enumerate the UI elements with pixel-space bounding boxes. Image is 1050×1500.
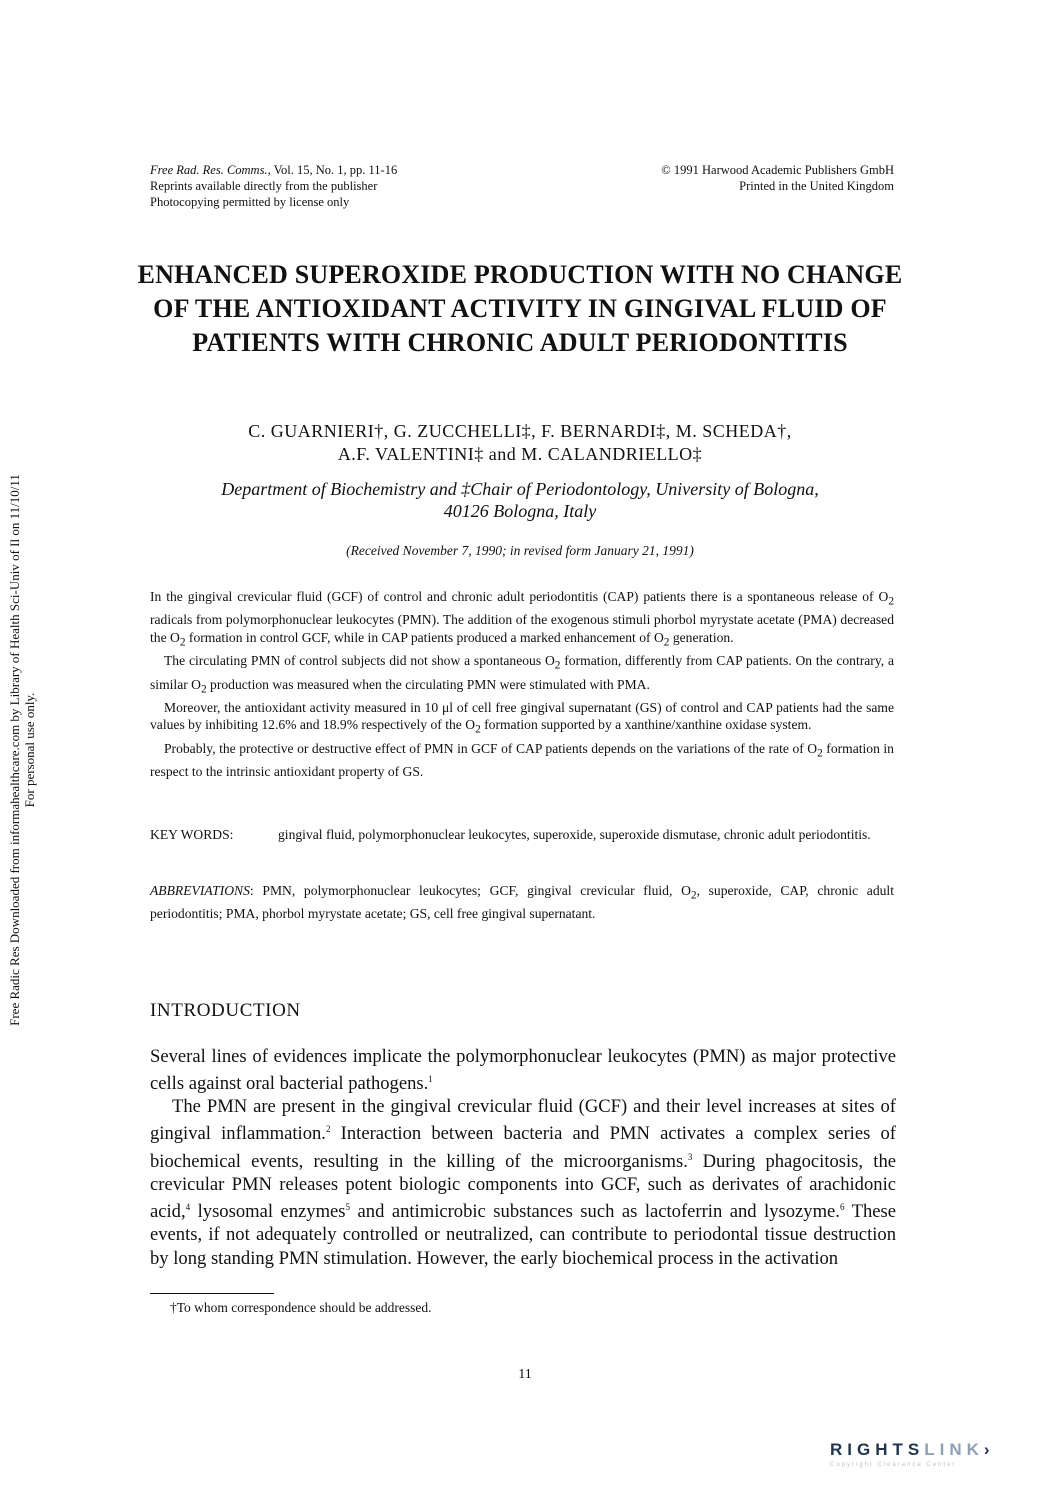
citation-line: Free Rad. Res. Comms., Vol. 15, No. 1, pp. 11-16 [150, 163, 398, 177]
page-number: 11 [518, 1367, 532, 1382]
keywords-label: KEY WORDS: [150, 827, 234, 842]
rightslink-logo[interactable] [830, 1440, 1030, 1480]
affiliation [120, 478, 920, 522]
article-title: ENHANCED SUPEROXIDE PRODUCTION WITH NO CHANGE OF THE ANTIOXIDANT ACTIVITY IN GINGIVAL FLUID OF PATIENTS WITH CHRONIC ADULT PERIODONTITIS [137, 260, 903, 357]
logo-text-dark: RIGHTS [830, 1440, 925, 1459]
copyright-line: © 1991 Harwood Academic Publishers GmbH [661, 163, 894, 177]
abbreviations: ABBREVIATIONS: PMN, polymorphonuclear leukocytes; GCF, gingival crevicular fluid, $O_2$, superoxide, CAP, chronic adult periodontitis; PMA, phorbol myrystate acetate; GS, cell free gingival supernatant. [150, 883, 894, 922]
superoxide-formula: $O_2$ [465, 717, 481, 737]
abstract-paragraph-4: Probably, the protective or destructive effect of PMN in GCF of CAP patients depends on the variations of the rate of $O_2$ formation in respect to the intrinsic antioxidant property of GS. [150, 740, 894, 780]
superoxide-formula: $O_2$ [170, 629, 186, 649]
reference-3: 3 [687, 1151, 693, 1162]
printed-line: Printed in the United Kingdom [739, 179, 894, 193]
reference-2: 2 [325, 1124, 331, 1135]
affiliation-line-1: Department of Biochemistry and ‡Chair of Periodontology, University of Bologna, [221, 479, 819, 499]
superoxide-formula: $O_2$ [807, 740, 823, 760]
superoxide-formula: $O_2$ [681, 883, 697, 902]
keywords-text: gingival fluid, polymorphonuclear leukocytes, superoxide, superoxide dismutase, chronic adult periodontitis. [278, 827, 871, 842]
affiliation-line-2: 40126 Bologna, Italy [443, 501, 597, 521]
introduction-body [150, 1045, 896, 1270]
abstract [150, 588, 894, 781]
logo-arrow-icon: › [983, 1440, 995, 1459]
reprints-line: Reprints available directly from the publisher [150, 179, 378, 193]
reference-4: 4 [185, 1202, 191, 1213]
watermark-line-2: For personal use only. [22, 692, 37, 808]
abbreviations-label: ABBREVIATIONS [150, 883, 250, 898]
superoxide-formula: $O_2$ [544, 653, 561, 672]
authors-line-1: C. GUARNIERI†, G. ZUCCHELLI‡, F. BERNARDI‡, M. SCHEDA†, [248, 421, 792, 441]
copyright-block [520, 162, 894, 194]
section-heading: INTRODUCTION [150, 1000, 301, 1021]
reference-6: 6 [839, 1202, 845, 1213]
citation-block [150, 162, 530, 210]
logo-subtitle: Copyright Clearance Center [830, 1462, 957, 1468]
footnote: †To whom correspondence should be addressed. [170, 1300, 432, 1315]
superoxide-formula: $O_2$ [191, 676, 207, 696]
superoxide-formula: $O_2$ [878, 589, 894, 608]
authors-line-2: A.F. VALENTINI‡ and M. CALANDRIELLO‡ [337, 444, 703, 464]
received-dates: (Received November 7, 1990; in revised form January 21, 1991) [346, 543, 694, 558]
photocopying-line: Photocopying permitted by license only [150, 195, 350, 209]
intro-paragraph-2: The PMN are present in the gingival crevicular fluid (GCF) and their level increases at sites of gingival inflammation.$^2$ Interaction between bacteria and PMN activates a complex series of biochemical events, resulting in the killing of the microorganisms.$^3$ During phagocitosis, the crevicular PMN releases potent biologic components into GCF, such as derivates of arachidonic acid,$^4$ lysosomal enzymes$^5$ and antimicrobic substances such as lactoferrin and lysozyme.$^6$ These events, if not adequately controlled or neutralized, can contribute to periodontal tissue destruction by long standing PMN stimulation. However, the early biochemical process in the activation [150, 1096, 897, 1269]
author-list [120, 420, 920, 466]
logo-text-light: LINK [924, 1440, 984, 1459]
abstract-paragraph-2: The circulating PMN of control subjects did not show a spontaneous $O_2$ formation, differently from CAP patients. On the contrary, a similar $O_2$ production was measured when the circulating PMN were stimulated with PMA. [150, 653, 894, 696]
keywords [150, 826, 894, 844]
abstract-paragraph-1: In the gingival crevicular fluid (GCF) of control and chronic adult periodontitis (CAP) patients there is a spontaneous release of $O_2$ radicals from polymorphonuclear leukocytes (PMN). The addition of the exogenous stimuli phorbol myrystate acetate (PMA) decreased the $O_2$ formation in control GCF, while in CAP patients produced a marked enhancement of $O_2$ generation. [150, 589, 894, 649]
superoxide-formula: $O_2$ [653, 629, 670, 649]
intro-paragraph-1: Several lines of evidences implicate the polymorphonuclear leukocytes (PMN) as major protective cells against oral bacterial pathogens.$^1$ [150, 1046, 896, 1095]
footnote-divider [150, 1293, 274, 1294]
reference-1: 1 [428, 1074, 433, 1085]
watermark-line-1: Free Radic Res Downloaded from informahealthcare.com by Library of Health Sci-Univ of Il on 11/10/11 [7, 474, 22, 1026]
reference-5: 5 [345, 1202, 351, 1213]
abstract-paragraph-3: Moreover, the antioxidant activity measured in 10 μl of cell free gingival supernatant (GS) of control and CAP patients had the same values by inhibiting 12.6% and 18.9% respectively of the $O_2$ formation supported by a xanthine/xanthine oxidase system. [150, 699, 894, 737]
